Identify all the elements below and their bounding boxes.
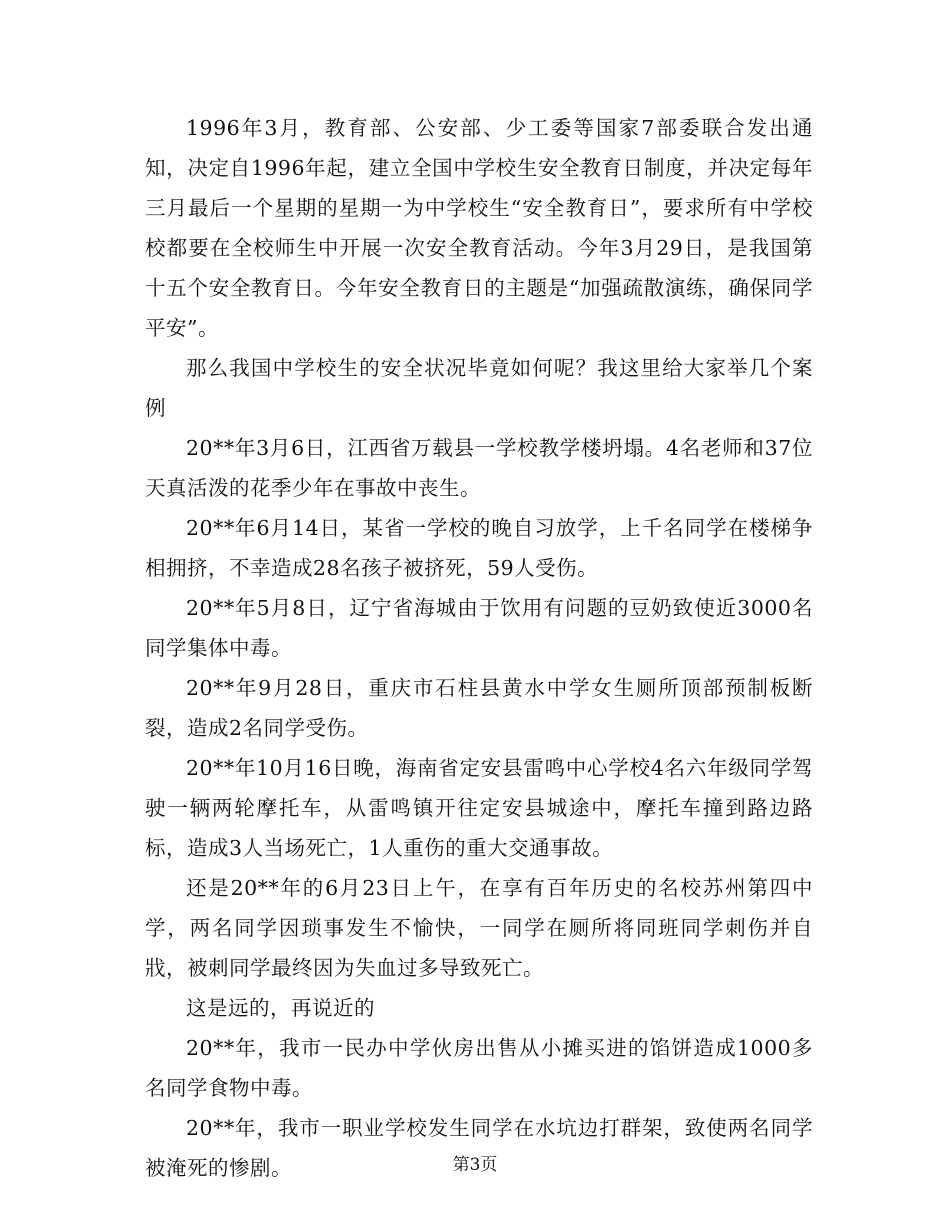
paragraph-8: 还是20**年的6月23日上午，在享有百年历史的名校苏州第四中学，两名同学因琐事发生不愉快，一同学在厕所将同班同学刺伤并自戕，被刺同学最终因为失血过多导致死亡。	[145, 876, 813, 980]
paragraph-1: 1996年3月，教育部、公安部、少工委等国家7部委联合发出通知，决定自1996年起，建立全国中学校生安全教育日制度，并决定每年三月最后一个星期的星期一为中学校生“安全教育日”，要求所有中学校校都要在全校师生中开展一次安全教育活动。今年3月29日，是我国第十五个安全教育日。今年安全教育日的主题是“加强疏散演练，确保同学平安”。	[145, 116, 813, 340]
paragraph-10: 20**年，我市一民办中学伙房出售从小摊买进的馅饼造成1000多名同学食物中毒。	[145, 1036, 813, 1100]
paragraph-3: 20**年3月6日，江西省万载县一学校教学楼坍塌。4名老师和37位天真活泼的花季少年在事故中丧生。	[145, 436, 813, 500]
document-body	[145, 108, 813, 1188]
paragraph-9: 这是远的，再说近的	[186, 996, 375, 1020]
paragraph-5: 20**年5月8日，辽宁省海城由于饮用有问题的豆奶致使近3000名同学集体中毒。	[145, 596, 813, 660]
page-number: 第3页	[452, 1155, 498, 1175]
paragraph-2: 那么我国中学校生的安全状况毕竟如何呢？我这里给大家举几个案例	[145, 356, 813, 420]
paragraph-4: 20**年6月14日，某省一学校的晚自习放学，上千名同学在楼梯争相拥挤，不幸造成28名孩子被挤死，59人受伤。	[145, 516, 813, 580]
paragraph-7: 20**年10月16日晚，海南省定安县雷鸣中心学校4名六年级同学驾驶一辆两轮摩托车，从雷鸣镇开往定安县城途中，摩托车撞到路边路标，造成3人当场死亡，1人重伤的重大交通事故。	[145, 756, 813, 860]
paragraph-6: 20**年9月28日，重庆市石柱县黄水中学女生厕所顶部预制板断裂，造成2名同学受伤。	[145, 676, 813, 740]
paragraph-11: 20**年，我市一职业学校发生同学在水坑边打群架，致使两名同学被淹死的惨剧。	[145, 1116, 813, 1180]
